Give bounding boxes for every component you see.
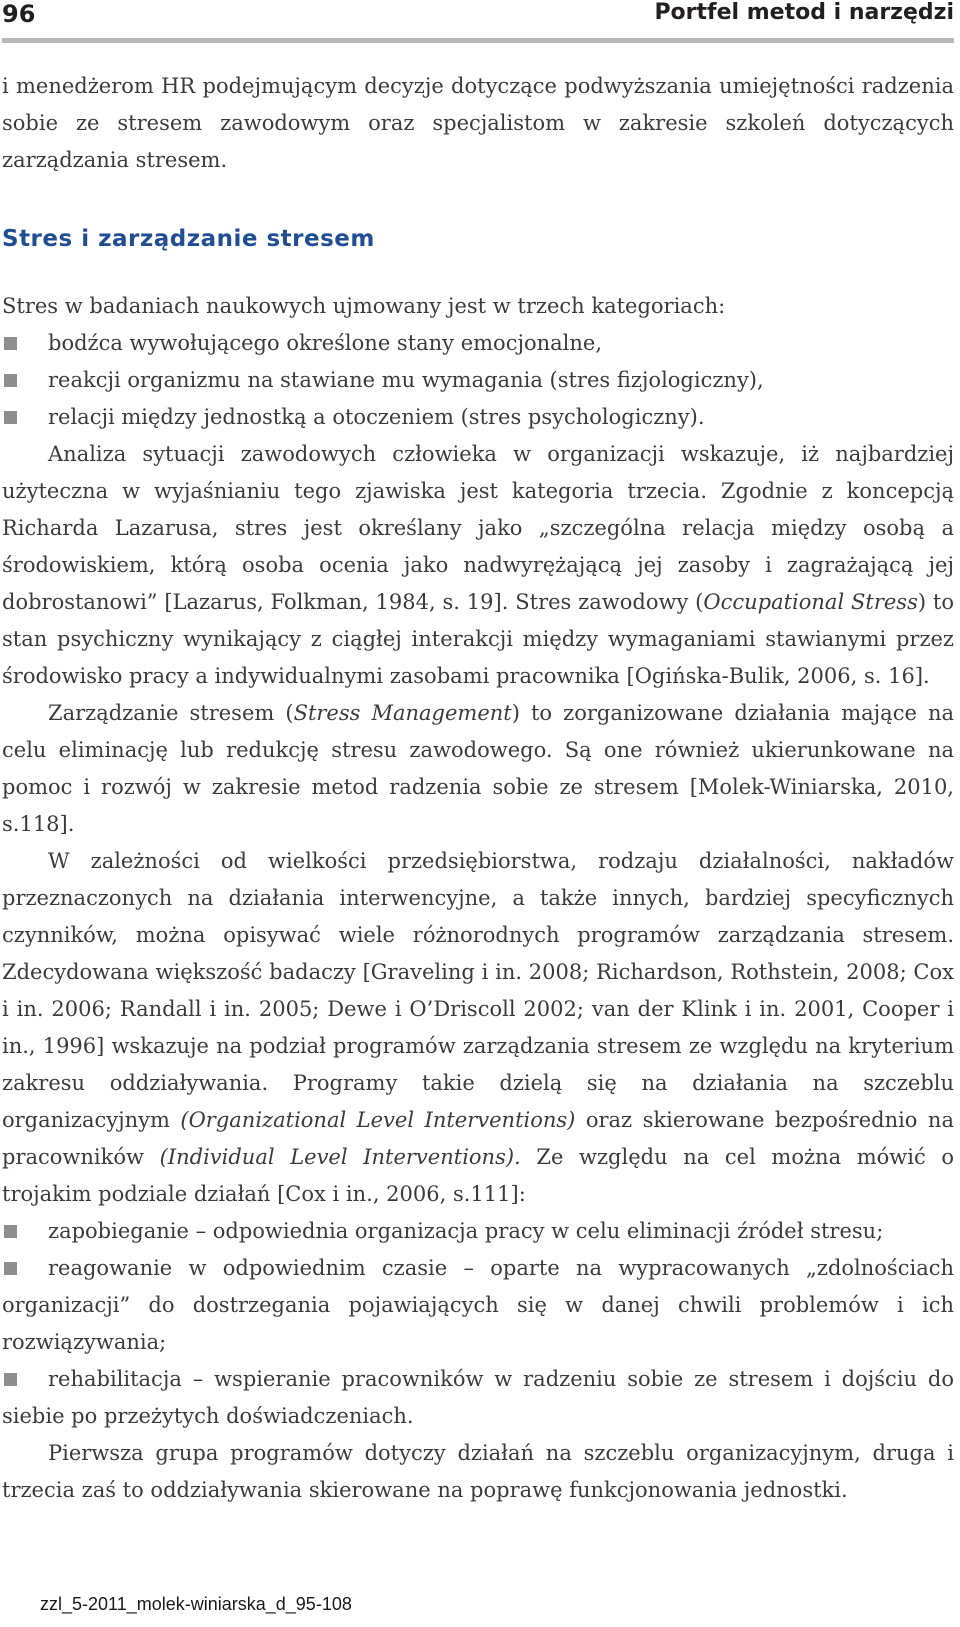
section-heading: Stres i zarządzanie stresem: [2, 226, 375, 252]
list-item-text: reagowanie w odpowiednim czasie – oparte na wypracowanych „zdolnościach organizacji” do dostrzegania pojawiających się w danej chwili problemów i ich rozwiązywania;: [2, 1256, 954, 1354]
square-bullet-icon: [4, 411, 17, 424]
paragraph-stress-definition: [2, 436, 954, 695]
paragraph-stress-management: [2, 695, 954, 843]
list-item: [2, 399, 954, 436]
term-stress-management: Stress Management: [293, 701, 512, 725]
paragraph-text: oraz skierowane bezpośrednio na pracowników: [2, 1108, 954, 1169]
section-lead: Stres w badaniach naukowych ujmowany jest w trzech kategoriach:: [2, 294, 726, 318]
running-title: Portfel metod i narzędzi: [654, 0, 954, 25]
intro-paragraph-block: [2, 68, 954, 179]
list-item-text: zapobieganie – odpowiednia organizacja pracy w celu eliminacji źródeł stresu;: [48, 1219, 884, 1243]
list-item: [2, 1361, 954, 1435]
paragraph-summary: Pierwsza grupa programów dotyczy działań na szczeblu organizacyjnym, druga i trzecia zaś to oddziaływania skierowane na poprawę funkcjonowania jednostki.: [2, 1441, 954, 1502]
paragraph-text: Ze względu na cel można mówić o trojakim podziale działań [Cox i in., 2006, s.111]:: [2, 1145, 955, 1206]
intro-paragraph: i menedżerom HR podejmującym decyzje dotyczące podwyższania umiejętności radzenia sobie ze stresem zawodowym oraz specjalistom w zakresie szkoleń dotyczących zarządzania stresem.: [2, 74, 954, 172]
square-bullet-icon: [4, 374, 17, 387]
paragraph-text: Analiza sytuacji zawodowych człowieka w organizacji wskazuje, iż najbardziej użyteczna w wyjaśnianiu tego zjawiska jest kategoria trzecia. Zgodnie z koncepcją Richarda Lazarusa, stres jest określany jako „szczególna relacja między osobą a środowiskiem, którą osoba ocenia jako nadwyrężającą jej zasoby i zagrażającą jej dobrostanowi” [Lazarus, Folkman, 1984, s. 19]. Stres zawodowy (: [2, 442, 954, 614]
stress-categories-list: [2, 325, 954, 436]
header-rule: [2, 38, 954, 43]
square-bullet-icon: [4, 1373, 17, 1386]
list-item-text: relacji między jednostką a otoczeniem (stres psychologiczny).: [48, 405, 705, 429]
list-item: [2, 1213, 954, 1250]
list-item: [2, 1250, 954, 1361]
list-item-text: reakcji organizmu na stawiane mu wymagania (stres fizjologiczny),: [48, 368, 764, 392]
term-organizational-level: (Organizational Level Interventions): [180, 1108, 576, 1132]
paragraph-text: W zależności od wielkości przedsiębiorstwa, rodzaju działalności, nakładów przeznaczonych na działania interwencyjne, a także innych, bardziej specyficznych czynników, można opisywać wiele różnorodnych programów zarządzania stresem. Zdecydowana większość badaczy [Graveling i in. 2008; Richardson, Rothstein, 2008; Cox i in. 2006; Randall i in. 2005; Dewe i O’Driscoll 2002; van der Klink i in. 2001, Cooper i in., 1996] wskazuje na podział programów zarządzania stresem ze względu na kryterium zakresu oddziaływania. Programy takie dzielą się na działania na szczeblu organizacyjnym: [2, 849, 954, 1132]
footer-file-label: zzl_5-2011_molek-winiarska_d_95-108: [40, 1594, 352, 1614]
term-individual-level: (Individual Level Interventions).: [159, 1145, 521, 1169]
square-bullet-icon: [4, 1225, 17, 1238]
square-bullet-icon: [4, 337, 17, 350]
page-number: 96: [2, 0, 36, 28]
list-item-text: bodźca wywołującego określone stany emocjonalne,: [48, 331, 603, 355]
list-item-text: rehabilitacja – wspieranie pracowników w radzeniu sobie ze stresem i dojściu do siebie po przeżytych doświadczeniach.: [2, 1367, 954, 1428]
square-bullet-icon: [4, 1262, 17, 1275]
section-body: [2, 288, 954, 1509]
paragraph-text: Zarządzanie stresem (: [48, 701, 294, 725]
list-item: [2, 362, 954, 399]
term-occupational-stress: Occupational Stress: [703, 590, 918, 614]
paragraph-text: ) to zorganizowane działania mające na celu eliminację lub redukcję stresu zawodowego. Są one również ukierunkowane na pomoc i rozwój w zakresie metod radzenia sobie ze stresem [Molek-Winiarska, 2010, s.118].: [2, 701, 954, 836]
paragraph-program-types: [2, 843, 954, 1213]
actions-list: [2, 1213, 954, 1435]
paragraph-text: ) to stan psychiczny wynikający z ciągłej interakcji między wymaganiami stawianymi przez środowisko pracy a indywidualnymi zasobami pracownika [Ogińska-Bulik, 2006, s. 16].: [2, 590, 955, 688]
list-item: [2, 325, 954, 362]
